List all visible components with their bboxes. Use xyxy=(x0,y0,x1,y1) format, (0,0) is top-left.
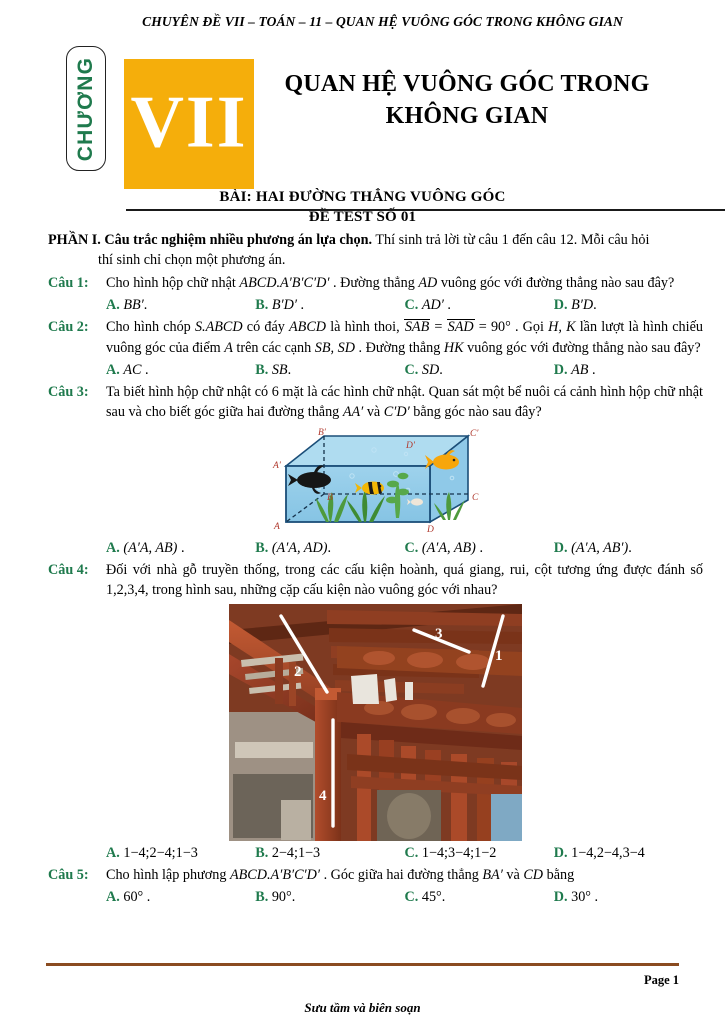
q2-base: ABCD xyxy=(289,319,327,336)
answer-value: B′D′ xyxy=(271,297,297,314)
question-2-answers xyxy=(48,362,703,379)
marker-label-3: 3 xyxy=(435,626,443,643)
answer-value: SD xyxy=(421,361,440,378)
answer-letter: B. xyxy=(255,845,269,862)
q2-t3: là hình thoi, xyxy=(326,319,404,336)
answer-letter: A. xyxy=(106,845,120,862)
answer-letter: B. xyxy=(255,297,269,314)
running-header: CHUYÊN ĐỀ VII – TOÁN – 11 – QUAN HỆ VUÔNG GÓC TRONG KHÔNG GIAN xyxy=(142,14,623,29)
question-1-text xyxy=(106,273,703,293)
wall-light xyxy=(281,800,311,840)
answer-value: 1−4;3−4;1−2 xyxy=(421,845,497,862)
q3-line1: Ta biết hình hộp chữ nhật có 6 mặt là các hình chữ nhật. Quan sát một bể nuôi cá cảnh hình hộp xyxy=(106,383,651,400)
answer-value: B′D xyxy=(571,297,594,314)
q2-line-hk: HK xyxy=(443,339,464,356)
question-4-text xyxy=(106,560,703,600)
answer-option[interactable] xyxy=(554,540,703,557)
q5-line-cd: CD xyxy=(523,867,544,884)
answer-value: AD′ xyxy=(421,297,444,314)
answer-letter: A. xyxy=(106,361,120,378)
answer-letter: B. xyxy=(255,889,269,906)
answer-period: . xyxy=(593,297,597,314)
document-body xyxy=(0,231,725,906)
q2-t7: trên các cạnh xyxy=(232,339,315,356)
answer-value: 2−4;1−3 xyxy=(271,845,321,862)
part-1-heading: Câu trắc nghiệm nhiều phương án lựa chọn. xyxy=(104,232,373,248)
q5-t2: . Góc giữa hai đường thẳng xyxy=(320,867,483,884)
answer-option[interactable] xyxy=(405,362,554,379)
footer-divider xyxy=(46,963,679,966)
chapter-number: VII xyxy=(130,81,248,164)
q1-line-name: AD xyxy=(418,275,438,292)
vertex-C: C xyxy=(471,492,478,503)
answer-letter: D. xyxy=(553,845,568,862)
q3-t2: và xyxy=(363,403,384,420)
q2-t9: vuông góc với xyxy=(463,339,549,356)
answer-option[interactable] xyxy=(405,889,554,906)
question-2 xyxy=(48,317,703,357)
answer-option[interactable] xyxy=(554,889,703,906)
answer-period: . xyxy=(141,361,149,378)
q1-solid-name: ABCD.A′B′C′D′ xyxy=(239,275,330,292)
answer-period: . xyxy=(475,539,483,556)
q2-points-hk: H, K xyxy=(548,319,576,336)
chuong-box xyxy=(66,46,106,171)
vertex-Cprime: C′ xyxy=(469,428,478,439)
q5-t1: Cho hình lập phương xyxy=(106,867,230,884)
wall-band xyxy=(235,742,313,758)
answer-value: 1−4,2−4,3−4 xyxy=(571,845,645,862)
q4-line1: Đối với nhà gỗ truyền thống, trong các cấu kiện hoành, quá giang, rui, cột tương ứng được đánh xyxy=(106,561,685,578)
question-5 xyxy=(48,865,703,885)
q3-t1: chữ nhật sau và cho biết góc giữa hai đường thẳng xyxy=(106,383,703,420)
answer-option[interactable] xyxy=(255,889,404,906)
answer-option[interactable] xyxy=(255,845,404,862)
answer-value: AC xyxy=(123,361,142,378)
q2-eq: = xyxy=(430,319,447,336)
answer-letter: C. xyxy=(404,845,419,862)
answer-option[interactable] xyxy=(405,845,554,862)
answer-option[interactable] xyxy=(106,845,255,862)
question-3-label: Câu 3: xyxy=(48,383,89,400)
part-1-instruction-2: thí sinh chỉ chọn một phương án. xyxy=(98,251,286,268)
question-5-answers xyxy=(48,889,703,906)
answer-value: SB xyxy=(271,361,288,378)
answer-period: . xyxy=(588,361,596,378)
vertex-Aprime: A′ xyxy=(272,460,281,471)
answer-period: . xyxy=(443,297,451,314)
question-3 xyxy=(48,382,703,422)
answer-option[interactable] xyxy=(106,889,255,906)
q2-t1: Cho hình chóp xyxy=(106,319,195,336)
wooden-house-figure xyxy=(48,604,703,841)
q2-edges: SB, SD xyxy=(314,339,355,356)
answer-letter: A. xyxy=(106,297,120,314)
chapter-title-line1: QUAN HỆ VUÔNG GÓC TRONG xyxy=(284,71,650,97)
answer-value: 30° xyxy=(571,889,591,906)
q5-t4: bằng xyxy=(543,867,575,884)
doorway-arch xyxy=(387,793,431,839)
question-4 xyxy=(48,560,703,600)
answer-value: 90° xyxy=(271,889,292,906)
answer-letter: D. xyxy=(553,889,568,906)
q1-text-a: Cho hình hộp chữ nhật xyxy=(106,275,240,292)
chapter-banner xyxy=(0,39,725,179)
banner-divider xyxy=(126,209,725,211)
answer-value: AB xyxy=(571,361,589,378)
answer-period: . xyxy=(296,297,305,314)
answer-period: . xyxy=(590,889,599,906)
answer-option[interactable] xyxy=(405,540,554,557)
answer-option[interactable] xyxy=(255,297,404,314)
question-5-text xyxy=(106,865,703,885)
answer-option[interactable] xyxy=(106,362,255,379)
q2-point-a: A xyxy=(224,339,233,356)
q1-text-c: vuông góc với đường thẳng nào sau đây? xyxy=(437,275,675,292)
question-2-text xyxy=(106,317,703,357)
aquarium-box-diagram xyxy=(256,428,496,536)
answer-period: . xyxy=(143,889,151,906)
question-1-label: Câu 1: xyxy=(48,275,89,292)
answer-period: . xyxy=(628,539,632,556)
vertex-Dprime: D′ xyxy=(405,440,415,451)
answer-value: 60° xyxy=(123,889,144,906)
answer-option[interactable] xyxy=(554,297,703,314)
chapter-title-line2: KHÔNG GIAN xyxy=(385,102,549,129)
q2-angle-2: SAD xyxy=(447,319,474,336)
q5-line-ba: BA′ xyxy=(482,867,503,884)
q5-t3: và xyxy=(502,867,524,884)
q4-line2: số 1,2,3,4, trong hình sau, những cặp cấu kiện nào vuông góc với nhau? xyxy=(106,561,704,599)
test-title: ĐỀ TEST SỐ 01 xyxy=(308,209,417,225)
aquarium-figure xyxy=(48,428,703,536)
answer-period: . xyxy=(177,539,185,556)
lesson-title: BÀI: HAI ĐƯỜNG THẲNG VUÔNG GÓC xyxy=(219,189,506,205)
vertex-B: B xyxy=(326,492,333,503)
marker-label-1: 1 xyxy=(495,648,503,665)
q3-line-cd: C′D′ xyxy=(383,403,410,420)
answer-option[interactable] xyxy=(554,845,703,862)
answer-option[interactable] xyxy=(255,540,404,557)
q2-angle-1: SAB xyxy=(404,319,430,336)
wooden-house-illustration xyxy=(229,604,522,841)
page-number: Page 1 xyxy=(643,973,679,987)
answer-option[interactable] xyxy=(106,540,255,557)
answer-value: 1−4;2−4;1−3 xyxy=(123,845,198,862)
answer-period: . xyxy=(439,361,443,378)
question-4-answers xyxy=(48,845,703,862)
answer-value: (A′A, AB) xyxy=(421,539,476,556)
answer-value: 45° xyxy=(421,889,442,906)
answer-letter: C. xyxy=(404,361,419,378)
answer-option[interactable] xyxy=(405,297,554,314)
blue-fabric xyxy=(491,794,522,841)
question-3-text xyxy=(106,382,703,422)
answer-period: . xyxy=(291,889,296,906)
question-2-label: Câu 2: xyxy=(48,319,89,336)
answer-letter: A. xyxy=(106,539,120,556)
q3-line-aa: AA′ xyxy=(342,403,364,420)
part-1-block xyxy=(48,231,703,270)
answer-option[interactable] xyxy=(554,362,703,379)
answer-value: BB′ xyxy=(123,297,144,314)
answer-letter: B. xyxy=(255,361,269,378)
q1-text-b: . Đường thẳng xyxy=(329,275,419,292)
answer-period: . xyxy=(143,297,148,314)
marker-label-4: 4 xyxy=(319,788,327,805)
answer-letter: C. xyxy=(404,539,419,556)
answer-period: . xyxy=(441,889,446,906)
answer-letter: D. xyxy=(553,361,568,378)
q2-t4: = 90° . Gọi xyxy=(474,319,549,336)
answer-value: (A′A, AB) xyxy=(123,539,178,556)
answer-option[interactable] xyxy=(106,297,255,314)
answer-letter: C. xyxy=(404,889,419,906)
chapter-number-box xyxy=(124,59,254,189)
answer-period: . xyxy=(327,539,331,556)
vertex-A: A xyxy=(273,521,280,532)
q5-cube: ABCD.A′B′C′D′ xyxy=(229,867,321,884)
answer-period: . xyxy=(287,361,292,378)
answer-letter: C. xyxy=(404,297,419,314)
question-1-answers xyxy=(48,297,703,314)
part-1-label: PHẦN I. xyxy=(48,232,101,248)
q2-t6: hình chiếu vuông góc của điểm xyxy=(106,319,703,356)
marker-label-2: 2 xyxy=(294,664,302,681)
answer-letter: D. xyxy=(553,297,568,314)
part-1-instruction: Thí sinh trả lời từ câu 1 đến câu 12. Mỗi câu hỏi xyxy=(375,232,650,248)
answer-letter: D. xyxy=(553,539,568,556)
wooden-house-photo xyxy=(229,604,522,841)
vertex-D: D xyxy=(426,524,434,535)
q2-t2: có đáy xyxy=(242,319,290,336)
q2-pyramid: S.ABCD xyxy=(194,319,243,336)
q2-t8: . Đường thẳng xyxy=(355,339,444,356)
footer-note: Sưu tầm và biên soạn xyxy=(304,1000,421,1015)
answer-value: (A′A, AD) xyxy=(271,539,328,556)
answer-value: (A′A, AB′) xyxy=(571,539,629,556)
q3-t3: bằng góc nào sau đây? xyxy=(409,403,542,420)
answer-letter: A. xyxy=(106,889,120,906)
q2-t5: lần lượt là xyxy=(575,319,639,336)
answer-option[interactable] xyxy=(255,362,404,379)
question-5-label: Câu 5: xyxy=(48,867,89,884)
answer-letter: B. xyxy=(255,539,269,556)
chapter-title xyxy=(262,69,672,132)
q2-t10: đường thẳng nào sau đây? xyxy=(552,339,701,356)
question-1 xyxy=(48,273,703,293)
question-4-label: Câu 4: xyxy=(48,561,89,578)
chuong-label: CHƯƠNG xyxy=(74,56,97,161)
vertex-Bprime: B′ xyxy=(317,427,326,438)
question-3-answers xyxy=(48,540,703,557)
